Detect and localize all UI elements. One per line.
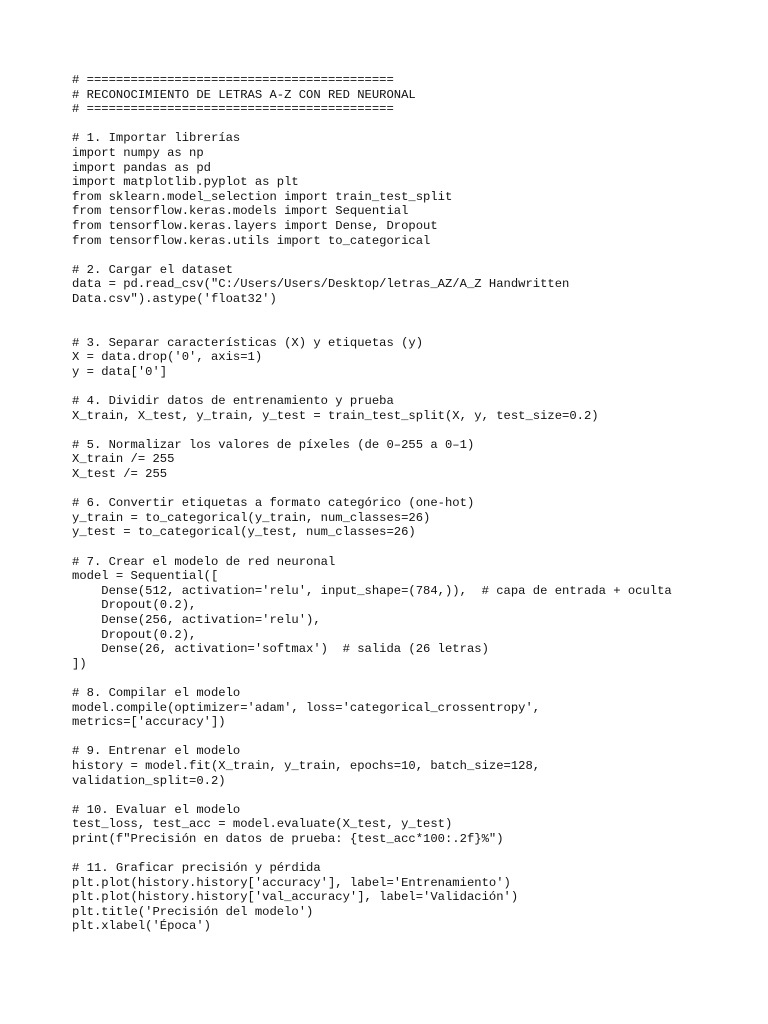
code-line — [72, 788, 762, 803]
code-line: test_loss, test_acc = model.evaluate(X_test, y_test) — [72, 817, 453, 832]
code-line: X_train, X_test, y_train, y_test = train_test_split(X, y, test_size=0.2) — [72, 408, 599, 423]
code-line: Dense(512, activation='relu', input_shape=(784,)), # capa de entrada + oculta — [72, 583, 672, 598]
code-line: # 2. Cargar el dataset — [72, 262, 233, 277]
code-line: X_test /= 255 — [72, 467, 168, 482]
code-line — [72, 307, 762, 322]
code-line: history = model.fit(X_train, y_train, epochs=10, batch_size=128, — [72, 758, 541, 773]
code-line: # ========================================== — [72, 73, 394, 87]
code-line: Dense(256, activation='relu'), — [72, 612, 321, 627]
code-line: Dropout(0.2), — [72, 627, 197, 642]
code-line: from tensorflow.keras.layers import Dense, Dropout — [72, 218, 438, 233]
code-line: Dense(26, activation='softmax') # salida (26 letras) — [72, 642, 489, 657]
code-line: # 9. Entrenar el modelo — [72, 744, 241, 759]
code-line: y_train = to_categorical(y_train, num_classes=26) — [72, 510, 431, 525]
code-line: data = pd.read_csv("C:/Users/Users/Desktop/letras_AZ/A_Z Handwritten — [72, 277, 570, 292]
code-line — [72, 846, 762, 861]
code-line: ]) — [72, 656, 87, 671]
code-line — [72, 379, 762, 394]
code-line: y = data['0'] — [72, 364, 168, 379]
code-line: # 8. Compilar el modelo — [72, 685, 241, 700]
code-line: # 3. Separar características (X) y etiquetas (y) — [72, 335, 424, 350]
code-line: print(f"Precisión en datos de prueba: {test_acc*100:.2f}%") — [72, 831, 504, 846]
code-line — [72, 321, 762, 336]
code-line: from tensorflow.keras.models import Sequential — [72, 204, 409, 219]
code-line: # 1. Importar librerías — [72, 131, 241, 146]
code-line: # 6. Convertir etiquetas a formato categórico (one-hot) — [72, 496, 475, 511]
code-line — [72, 248, 762, 263]
code-line: # RECONOCIMIENTO DE LETRAS A-Z CON RED NEURONAL — [72, 87, 416, 102]
code-listing — [72, 73, 762, 934]
code-line: metrics=['accuracy']) — [72, 715, 226, 730]
code-line: Dropout(0.2), — [72, 598, 197, 613]
code-line: # 11. Graficar precisión y pérdida — [72, 861, 321, 876]
code-line: plt.title('Precisión del modelo') — [72, 904, 314, 919]
code-line — [72, 540, 762, 555]
code-line: X = data.drop('0', axis=1) — [72, 350, 263, 365]
code-line: y_test = to_categorical(y_test, num_classes=26) — [72, 525, 416, 540]
code-line: import matplotlib.pyplot as plt — [72, 175, 299, 190]
code-line: from tensorflow.keras.utils import to_categorical — [72, 233, 431, 248]
code-line: import pandas as pd — [72, 160, 211, 175]
code-line: plt.plot(history.history['accuracy'], label='Entrenamiento') — [72, 875, 511, 890]
code-line — [72, 482, 762, 497]
code-line: # 10. Evaluar el modelo — [72, 802, 241, 817]
code-line — [72, 423, 762, 438]
code-line: # 5. Normalizar los valores de píxeles (de 0–255 a 0–1) — [72, 437, 475, 452]
code-line: # ========================================== — [72, 102, 394, 117]
code-line: model = Sequential([ — [72, 569, 219, 584]
code-line: validation_split=0.2) — [72, 773, 226, 788]
code-line: plt.plot(history.history['val_accuracy'], label='Validación') — [72, 890, 519, 905]
code-line: # 4. Dividir datos de entrenamiento y prueba — [72, 394, 394, 409]
code-line: import numpy as np — [72, 145, 204, 160]
code-line — [72, 671, 762, 686]
code-line: Data.csv").astype('float32') — [72, 291, 277, 306]
code-line: model.compile(optimizer='adam', loss='categorical_crossentropy', — [72, 700, 541, 715]
code-line: from sklearn.model_selection import train_test_split — [72, 189, 453, 204]
code-line — [72, 117, 762, 132]
code-line: # 7. Crear el modelo de red neuronal — [72, 554, 336, 569]
code-line: X_train /= 255 — [72, 452, 175, 467]
code-line — [72, 730, 762, 745]
code-line: plt.xlabel('Época') — [72, 919, 211, 934]
